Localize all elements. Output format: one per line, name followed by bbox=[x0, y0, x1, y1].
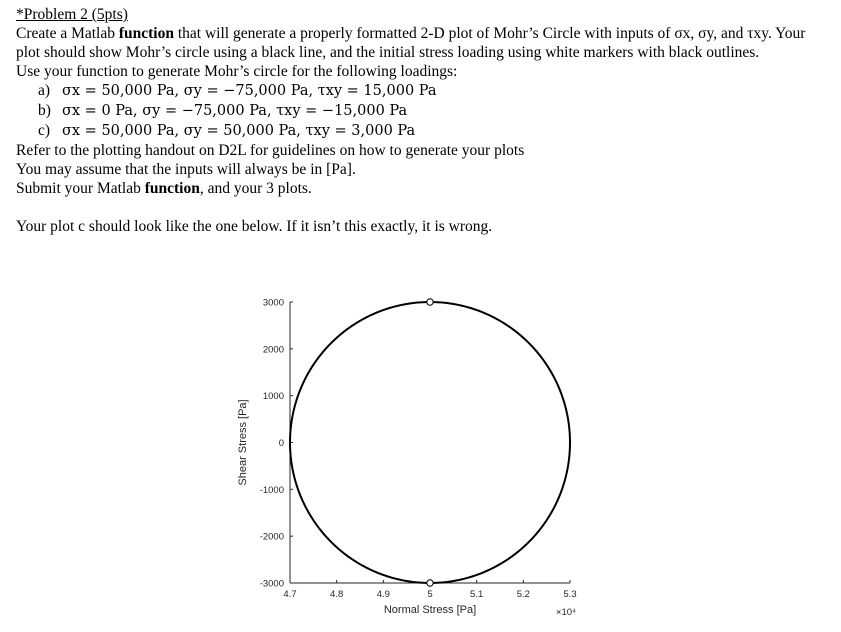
loading-equation: σx = 50,000 Pa, σy = 50,000 Pa, τxy = 3,000 Pa bbox=[62, 123, 416, 139]
loading-label: b) bbox=[38, 102, 51, 119]
y-tick-label: -3000 bbox=[259, 578, 284, 590]
problem-heading-text: *Problem 2 (5pts) bbox=[16, 6, 128, 23]
y-tick-label: 1000 bbox=[262, 391, 284, 403]
note-line: Your plot c should look like the one below. If it isn’t this exactly, it is wrong. bbox=[16, 218, 493, 235]
chart-labels bbox=[237, 298, 577, 619]
x-tick-label: 5.2 bbox=[516, 589, 530, 600]
x-tick-label: 4.9 bbox=[376, 589, 390, 600]
intro-bold-function: function bbox=[118, 25, 174, 42]
loading-label: a) bbox=[38, 82, 51, 99]
intro-segment: that will generate a properly formatted 2-D plot of Mohr’s Circle with inputs of σx, σy, and τxy. Your plot should show Mohr’s circle using a black line, and the initial stress loading using white markers with black outlines. bbox=[16, 25, 806, 61]
use-line: Use your function to generate Mohr’s circle for the following loadings: bbox=[16, 63, 458, 80]
loading-equation: σx = 50,000 Pa, σy = −75,000 Pa, τxy = 15,000 Pa bbox=[62, 83, 437, 99]
intro-segment: Create a Matlab bbox=[16, 25, 119, 42]
x-tick-label: 4.8 bbox=[330, 589, 344, 600]
loading-equation: σx = 0 Pa, σy = −75,000 Pa, τxy = −15,000 Pa bbox=[62, 103, 408, 119]
y-tick-label: -2000 bbox=[259, 531, 284, 543]
x-multiplier-label: ×10⁴ bbox=[555, 607, 577, 618]
submit-bold-function: function bbox=[144, 180, 200, 197]
stress-point-marker bbox=[427, 299, 433, 305]
x-tick-label: 4.7 bbox=[283, 589, 297, 600]
x-tick-label: 5 bbox=[427, 589, 433, 600]
y-tick-label: 0 bbox=[278, 438, 284, 449]
loading-label: c) bbox=[38, 122, 51, 139]
y-tick-label: 2000 bbox=[262, 344, 284, 356]
y-axis-label: Shear Stress [Pa] bbox=[237, 399, 249, 486]
submit-segment: , and your 3 plots. bbox=[199, 180, 312, 197]
x-tick-label: 5.3 bbox=[563, 589, 577, 600]
assume-line: You may assume that the inputs will always be in [Pa]. bbox=[16, 161, 356, 178]
stress-point-marker bbox=[427, 580, 433, 586]
x-tick-label: 5.1 bbox=[470, 589, 484, 600]
submit-segment: Submit your Matlab bbox=[16, 180, 145, 197]
chart-axes bbox=[290, 302, 570, 583]
y-tick-label: -1000 bbox=[259, 484, 284, 496]
mohr-circle-line bbox=[290, 302, 570, 583]
x-axis-label: Normal Stress [Pa] bbox=[383, 604, 477, 616]
refer-line: Refer to the plotting handout on D2L for guidelines on how to generate your plots bbox=[16, 142, 525, 159]
y-tick-label: 3000 bbox=[262, 297, 284, 309]
chart-marks bbox=[290, 299, 570, 586]
